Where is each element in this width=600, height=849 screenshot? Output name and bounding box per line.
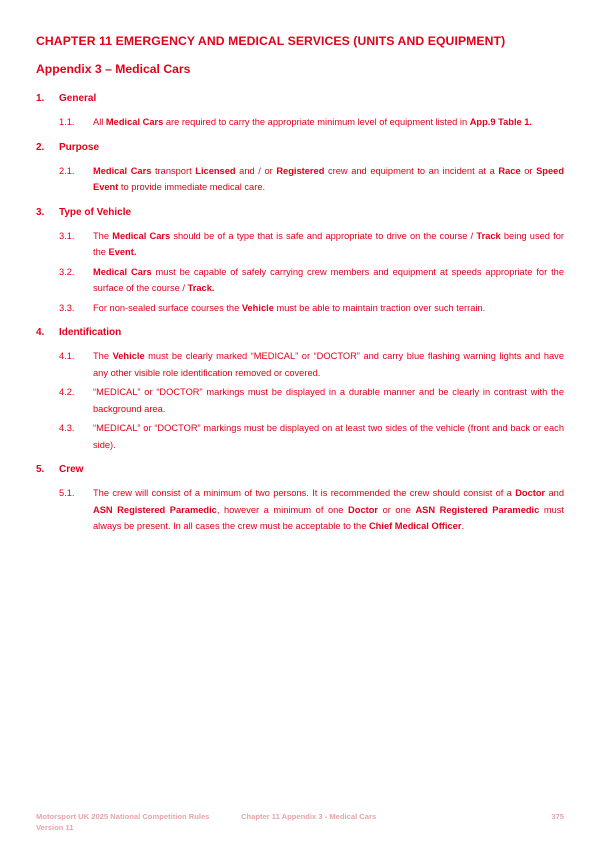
clause-number: 2.1.	[59, 165, 75, 176]
clause-number: 1.1.	[59, 117, 75, 127]
section-title: Identification	[59, 327, 122, 338]
section-crew	[36, 463, 564, 535]
section-identification	[36, 326, 564, 453]
page-number: 375	[551, 812, 564, 821]
section-purpose	[36, 141, 564, 196]
clause-text: For non-sealed surface courses the Vehicle must be able to maintain traction over such terrain.	[93, 302, 486, 313]
section-general	[36, 92, 564, 131]
section-title: Type of Vehicle	[59, 206, 132, 218]
clause-text: The Vehicle must be clearly marked “MEDICAL” or “DOCTOR” and carry blue flashing warning lights and have any other visible role identification removed or covered.	[93, 351, 564, 378]
clause-4-2	[36, 384, 564, 417]
clause-3-2	[36, 264, 564, 297]
clause-3-3	[36, 300, 564, 317]
section-title: General	[59, 93, 97, 104]
clause-text: Medical Cars transport Licensed and / or Registered crew and equipment to an incident at a Race or Speed Event to provide immediate medical care.	[93, 165, 564, 192]
footer-chapter-ref: Chapter 11 Appendix 3 - Medical Cars	[241, 812, 377, 821]
clause-number: 3.2.	[59, 266, 75, 277]
clause-number: 3.3.	[59, 302, 75, 313]
clause-5-1	[36, 485, 564, 535]
section-heading	[36, 326, 564, 339]
section-number: 5.	[36, 464, 45, 475]
clause-3-1	[36, 228, 564, 261]
clause-text: Medical Cars must be capable of safely carrying crew members and equipment at speeds appropriate for the surface of the course / Track.	[93, 266, 565, 293]
section-title: Purpose	[59, 141, 100, 153]
clause-number: 5.1.	[59, 488, 75, 498]
footer-publication-block	[36, 811, 209, 833]
clause-number: 4.3.	[59, 423, 75, 433]
section-heading	[36, 141, 564, 154]
appendix-title: Appendix 3 – Medical Cars	[36, 62, 191, 76]
section-number: 1.	[36, 93, 45, 104]
section-heading	[36, 92, 564, 105]
section-heading	[36, 206, 564, 219]
clause-4-3	[36, 420, 564, 453]
clause-text: The Medical Cars should be of a type that is safe and appropriate to drive on the course / Track being used for the Event.	[93, 230, 564, 257]
section-type-of-vehicle	[36, 206, 564, 317]
clause-4-1	[36, 348, 564, 381]
footer-version: Version 11	[36, 823, 74, 832]
section-title: Crew	[59, 464, 84, 475]
clause-text: The crew will consist of a minimum of two persons. It is recommended the crew should consist of a Doctor and ASN Registered Paramedic, however a minimum of one Doctor or one ASN Registered Paramedic must always be present. In all cases the crew must be acceptable to the Chief Medical Officer.	[93, 488, 565, 531]
section-number: 2.	[36, 141, 45, 153]
clause-text: All Medical Cars are required to carry the appropriate minimum level of equipment listed in App.9 Table 1.	[93, 117, 533, 127]
clause-number: 4.1.	[59, 351, 75, 361]
chapter-title: CHAPTER 11 EMERGENCY AND MEDICAL SERVICES (UNITS AND EQUIPMENT)	[36, 34, 506, 48]
clause-text: “MEDICAL” or “DOCTOR” markings must be displayed in a durable manner and be clearly in contrast with the background area.	[93, 387, 564, 414]
document-body	[36, 92, 564, 545]
clause-number: 4.2.	[59, 387, 75, 397]
footer-publication: Motorsport UK 2025 National Competition Rules	[36, 812, 210, 821]
section-number: 4.	[36, 327, 45, 338]
clause-2-1	[36, 163, 564, 196]
clause-number: 3.1.	[59, 230, 75, 241]
clause-text: “MEDICAL” or “DOCTOR” markings must be displayed on at least two sides of the vehicle (front and back or each side).	[93, 423, 564, 450]
section-heading	[36, 463, 564, 476]
clause-1-1	[36, 114, 564, 131]
section-number: 3.	[36, 206, 45, 218]
